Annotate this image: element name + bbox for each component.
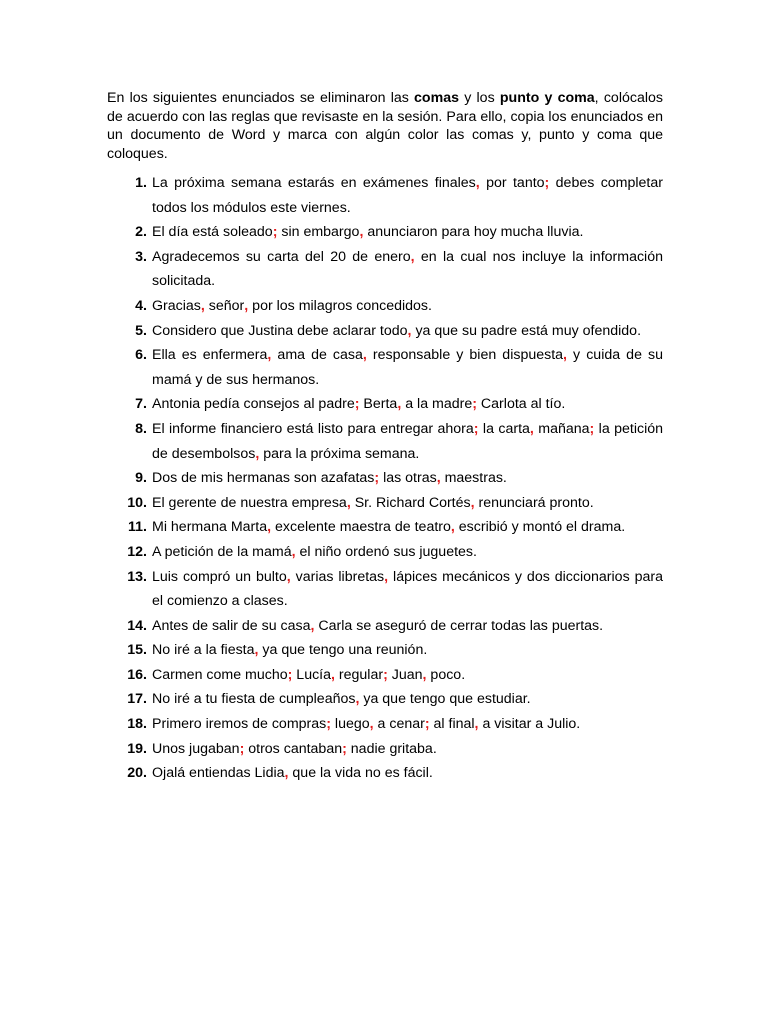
semicolon-mark: ; <box>354 396 360 413</box>
item-number: 3. <box>135 248 147 265</box>
item-text: La próxima semana estarás en exámenes finales, por tanto; debes completar todos los módulos este viernes. <box>152 175 663 216</box>
intro-text: y los <box>459 90 500 106</box>
comma-mark: , <box>470 494 475 511</box>
item-text: A petición de la mamá, el niño ordenó sus juguetes. <box>152 543 477 560</box>
semicolon-mark: ; <box>239 740 245 757</box>
bold-keyword: punto y coma <box>499 90 595 106</box>
item-number: 1. <box>135 175 147 191</box>
bold-keyword: comas <box>414 90 459 106</box>
comma-mark: , <box>310 617 315 634</box>
item-number: 4. <box>135 297 147 314</box>
item-number: 16. <box>127 666 147 683</box>
semicolon-mark: ; <box>589 420 595 437</box>
comma-mark: , <box>291 543 296 560</box>
item-text: El gerente de nuestra empresa, Sr. Richard Cortés, renunciará pronto. <box>152 494 594 511</box>
comma-mark: , <box>407 322 412 339</box>
item-number: 13. <box>127 568 147 585</box>
item-number: 7. <box>135 396 147 413</box>
list-item <box>107 171 663 220</box>
semicolon-mark: ; <box>424 716 430 733</box>
semicolon-mark: ; <box>272 224 278 241</box>
item-text: Luis compró un bulto, varias libretas, lápices mecánicos y dos diccionarios para el comienzo a clases. <box>152 568 663 610</box>
intro-text: En los siguientes enunciados se eliminaron las <box>107 90 415 106</box>
semicolon-mark: ; <box>472 396 477 413</box>
item-text: Ella es enfermera, ama de casa, responsable y bien dispuesta, y cuida de su mamá y de sus hermanos. <box>152 347 664 388</box>
instructions-paragraph <box>107 89 663 163</box>
list-item <box>107 294 663 319</box>
list-item <box>107 417 663 466</box>
comma-mark: , <box>267 347 272 364</box>
item-number: 9. <box>135 470 147 487</box>
list-item <box>107 245 663 294</box>
comma-mark: , <box>267 519 272 536</box>
semicolon-mark: ; <box>473 420 479 437</box>
item-number: 18. <box>127 716 147 733</box>
item-number: 5. <box>135 322 147 339</box>
exercise-list <box>107 171 663 786</box>
item-text: Unos jugaban; otros cantaban; nadie gritaba. <box>152 740 437 757</box>
list-item <box>107 220 663 245</box>
item-number: 6. <box>135 347 147 364</box>
comma-mark: , <box>286 568 291 585</box>
item-number: 2. <box>135 224 147 241</box>
comma-mark: , <box>200 297 205 314</box>
comma-mark: , <box>450 519 455 536</box>
item-number: 14. <box>127 617 147 634</box>
list-item <box>107 663 663 688</box>
comma-mark: , <box>410 248 415 265</box>
item-number: 17. <box>127 691 147 708</box>
item-number: 20. <box>127 765 147 782</box>
item-number: 12. <box>127 543 147 560</box>
item-number: 11. <box>128 519 147 536</box>
comma-mark: , <box>362 347 367 364</box>
semicolon-mark: ; <box>326 716 331 733</box>
comma-mark: , <box>346 494 351 511</box>
item-text: No iré a tu fiesta de cumpleaños, ya que tengo que estudiar. <box>152 691 531 708</box>
comma-mark: , <box>384 568 389 585</box>
item-text: Ojalá entiendas Lidia, que la vida no es fácil. <box>152 765 433 782</box>
comma-mark: , <box>397 396 402 413</box>
item-text: Antes de salir de su casa, Carla se aseguró de cerrar todas las puertas. <box>152 617 604 634</box>
list-item <box>107 319 663 344</box>
item-text: Mi hermana Marta, excelente maestra de teatro, escribió y montó el drama. <box>152 519 626 536</box>
list-item <box>107 737 663 762</box>
semicolon-mark: ; <box>374 470 380 487</box>
list-item <box>107 392 663 417</box>
comma-mark: , <box>355 691 360 708</box>
list-item <box>107 565 663 614</box>
comma-mark: , <box>369 716 374 733</box>
item-text: El informe financiero está listo para entregar ahora; la carta, mañana; la petición de desembolsos, para la próxima semana. <box>152 420 664 462</box>
list-item <box>107 466 663 491</box>
item-text: Dos de mis hermanas son azafatas; las otras, maestras. <box>152 470 507 487</box>
list-item <box>107 614 663 639</box>
item-number: 10. <box>127 494 147 511</box>
comma-mark: , <box>359 224 364 241</box>
comma-mark: , <box>563 347 567 364</box>
list-item <box>107 761 663 786</box>
comma-mark: , <box>422 666 427 683</box>
item-text: Antonia pedía consejos al padre; Berta, a la madre; Carlota al tío. <box>152 396 566 413</box>
list-item <box>107 687 663 712</box>
comma-mark: , <box>254 642 259 659</box>
item-text: Carmen come mucho; Lucía, regular; Juan, poco. <box>152 666 466 683</box>
semicolon-mark: ; <box>287 666 293 683</box>
item-text: Primero iremos de compras; luego, a cenar; al final, a visitar a Julio. <box>152 716 581 733</box>
item-text: Considero que Justina debe aclarar todo, ya que su padre está muy ofendido. <box>152 322 642 339</box>
item-text: Gracias, señor, por los milagros concedidos. <box>152 297 432 314</box>
item-number: 8. <box>135 420 147 437</box>
comma-mark: , <box>475 175 480 191</box>
comma-mark: , <box>331 666 335 683</box>
semicolon-mark: ; <box>544 175 550 191</box>
item-text: No iré a la fiesta, ya que tengo una reunión. <box>152 642 428 659</box>
item-text: El día está soleado; sin embargo, anunciaron para hoy mucha lluvia. <box>152 224 584 241</box>
list-item <box>107 540 663 565</box>
comma-mark: , <box>529 420 534 437</box>
intro-text: , colócalos de acuerdo con las reglas que revisaste en la sesión. Para ello, copia los enunciados en un documento de Word y marca con algún color las comas y, punto y coma que coloques. <box>107 90 663 162</box>
item-number: 19. <box>127 740 147 757</box>
list-item <box>107 491 663 516</box>
comma-mark: , <box>284 765 289 782</box>
comma-mark: , <box>255 445 260 462</box>
list-item <box>107 712 663 737</box>
comma-mark: , <box>474 716 479 733</box>
item-number: 15. <box>127 642 147 659</box>
list-item <box>107 638 663 663</box>
list-item <box>107 343 663 392</box>
comma-mark: , <box>244 297 249 314</box>
comma-mark: , <box>436 470 441 487</box>
item-text: Agradecemos su carta del 20 de enero, en la cual nos incluye la información solicitada. <box>152 248 663 290</box>
semicolon-mark: ; <box>383 666 388 683</box>
semicolon-mark: ; <box>342 740 347 757</box>
list-item <box>107 515 663 540</box>
